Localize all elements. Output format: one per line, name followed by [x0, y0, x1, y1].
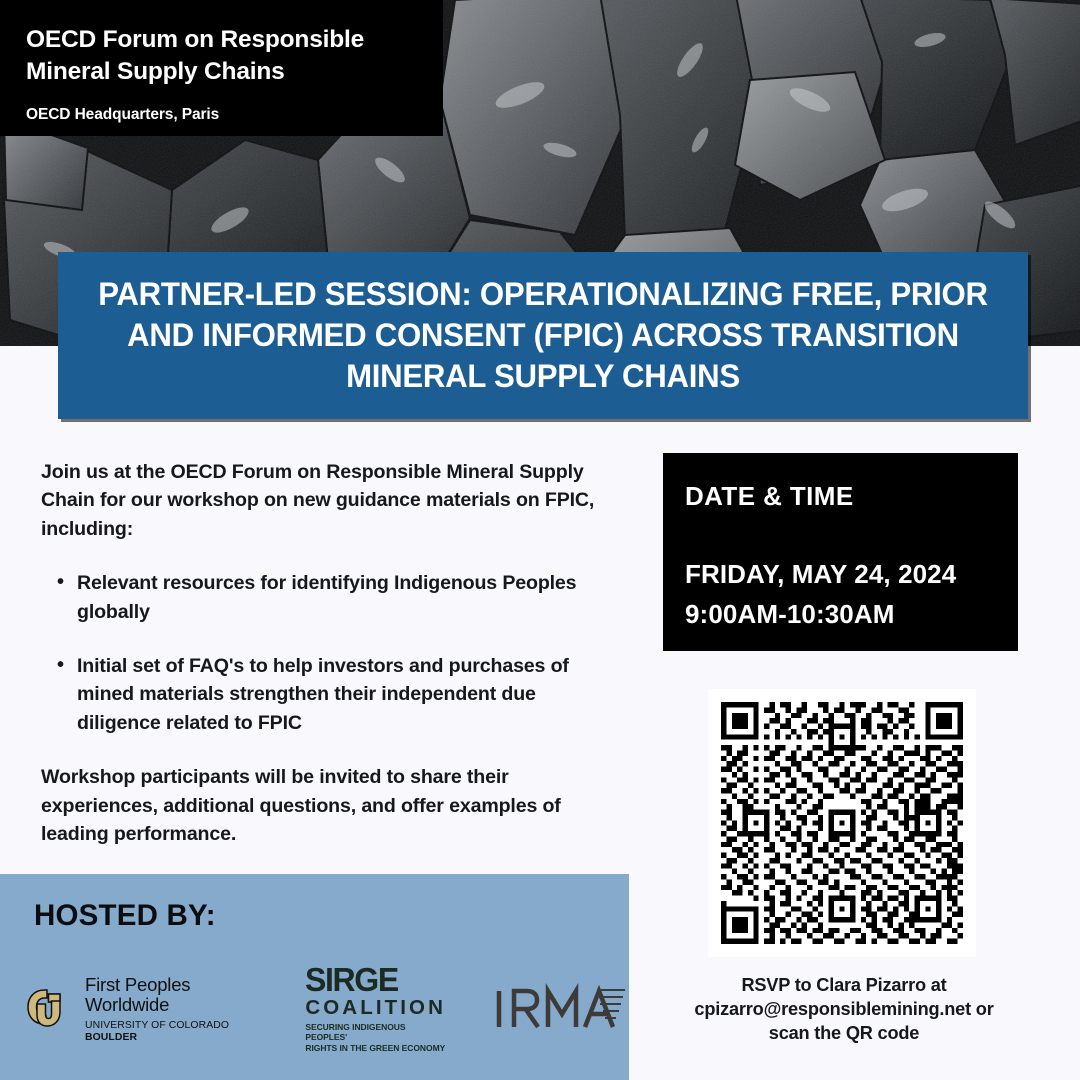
session-title: PARTNER-LED SESSION: OPERATIONALIZING FREE, PRIOR AND INFORMED CONSENT (FPIC) ACROSS TRANSITION MINERAL SUPPLY CHAINS — [98, 276, 988, 394]
session-title-banner — [58, 252, 1028, 419]
sirge-tagline — [305, 1022, 446, 1053]
irma-wordmark-icon — [494, 983, 629, 1035]
sirge-tagline-line-2: RIGHTS IN THE GREEN ECONOMY — [305, 1042, 446, 1053]
event-location: OECD Headquarters, Paris — [26, 106, 220, 124]
rsvp-line-2: cpizarro@responsiblemining.net or — [694, 999, 994, 1020]
host-logos-row — [0, 960, 629, 1053]
sirge-wordmark: SIRGE — [305, 960, 399, 998]
rsvp-instructions — [660, 973, 1028, 1046]
event-time: 9:00AM-10:30AM — [685, 599, 895, 629]
closing-paragraph: Workshop participants will be invited to share their experiences, additional questions, and offer examples of leading performance. — [41, 766, 561, 846]
description-block — [41, 458, 641, 848]
event-date: FRIDAY, MAY 24, 2024 — [685, 559, 957, 589]
list-item: • Relevant resources for identifying Indigenous Peoples globally — [41, 569, 616, 626]
logo-first-peoples-worldwide — [24, 975, 255, 1044]
intro-paragraph: Join us at the OECD Forum on Responsible Mineral Supply Chain for our workshop on new guidance materials on FPIC, including: — [41, 461, 595, 540]
cu-buffalo-icon — [24, 984, 74, 1034]
page-title: OECD Forum on Responsible Mineral Supply Chains — [26, 26, 365, 85]
rsvp-line-1: RSVP to Clara Pizarro at — [741, 975, 947, 995]
cu-boulder-subline: UNIVERSITY OF COLORADO BOULDER — [85, 1020, 230, 1043]
date-time-heading: DATE & TIME — [685, 481, 854, 511]
date-time-box — [663, 453, 1018, 651]
hosted-by-heading: HOSTED BY: — [34, 899, 216, 932]
qr-code-icon — [721, 702, 963, 944]
sirge-coalition-word: COALITION — [305, 995, 446, 1019]
rsvp-line-3: scan the QR code — [768, 1023, 920, 1044]
event-header-box — [0, 0, 443, 136]
logo-sirge-coalition — [305, 960, 446, 1053]
workshop-topics-list — [41, 569, 641, 737]
first-peoples-wordmark: First Peoples Worldwide — [85, 973, 191, 1016]
list-item: • Initial set of FAQ's to help investors and purchases of mined materials strengthen their independent due diligence related to FPIC — [41, 652, 616, 737]
logo-irma — [494, 983, 629, 1035]
hosted-by-band — [0, 874, 629, 1080]
qr-code[interactable] — [708, 689, 976, 957]
cu-logo-text — [85, 975, 255, 1044]
sirge-tagline-line-1: SECURING INDIGENOUS PEOPLES' — [305, 1022, 406, 1043]
